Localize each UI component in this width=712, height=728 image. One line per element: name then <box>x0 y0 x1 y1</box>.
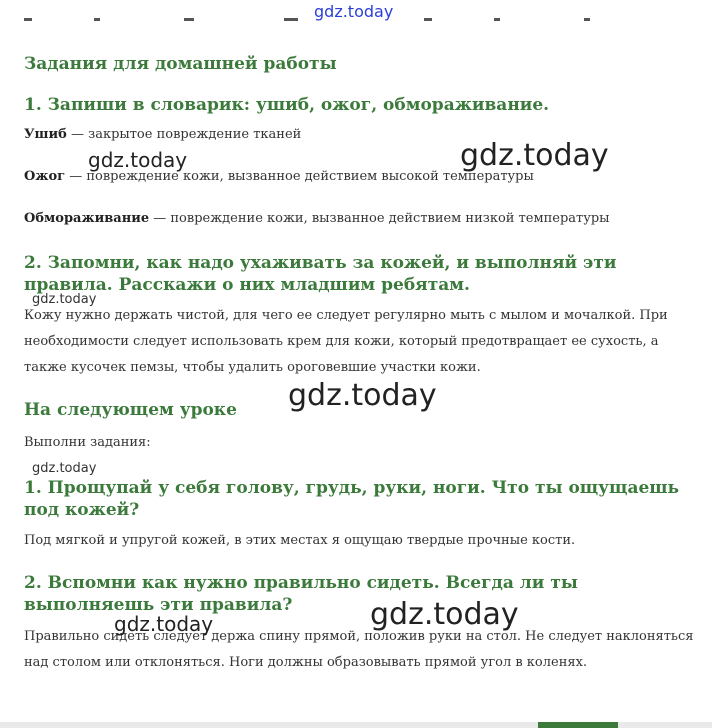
next-lesson-q1-answer: Под мягкой и упругой кожей, в этих местах я ощущаю твердые прочные кости. <box>24 533 576 548</box>
next-lesson-q2-answer: Правильно сидеть следует держа спину прямой, положив руки на стол. Не следует наклоняться над столом или отклоняться. Ноги должны образовывать прямой угол в коленях. <box>24 629 694 670</box>
watermark: gdz.today <box>370 597 519 632</box>
watermark: gdz.today <box>32 461 97 476</box>
watermark: gdz.today <box>288 378 437 413</box>
definition-text: — закрытое повреждение тканей <box>66 127 302 142</box>
watermark: gdz.today <box>32 292 97 307</box>
watermark: gdz.today <box>460 138 609 173</box>
bottom-bar-accent <box>538 722 618 728</box>
definition-term: Обмораживание <box>24 211 150 226</box>
homework-heading: Задания для домашней работы <box>24 54 337 74</box>
homework-q2-title: 2. Запомни, как надо ухаживать за кожей, и выполняй эти правила. Расскажи о них младшим ребятам. <box>24 253 617 295</box>
homework-q1-title: 1. Запиши в словарик: ушиб, ожог, обмораживание. <box>24 95 550 115</box>
definition-text: — повреждение кожи, вызванное действием низкой температуры <box>149 211 610 226</box>
watermark-top: gdz.today <box>314 2 394 21</box>
next-lesson-intro: Выполни задания: <box>24 435 151 450</box>
next-lesson-q1-title: 1. Прощупай у себя голову, грудь, руки, ноги. Что ты ощущаешь под кожей? <box>24 478 680 520</box>
definition-term: Ожог <box>24 169 66 184</box>
watermark: gdz.today <box>114 612 214 636</box>
watermark: gdz.today <box>88 148 188 172</box>
homework-q2-answer: Кожу нужно держать чистой, для чего ее следует регулярно мыть с мылом и мочалкой. При необходимости следует использовать крем для кожи, который предотвращает ее сухость, а также кусочек пемзы, чтобы удалить ороговевшие участки кожи. <box>24 308 668 375</box>
bottom-bar <box>0 722 712 728</box>
definition-text: — повреждение кожи, вызванное действием высокой температуры <box>65 169 534 184</box>
definition-term: Ушиб <box>24 127 67 142</box>
next-lesson-heading: На следующем уроке <box>24 400 237 420</box>
definition-item <box>24 206 694 232</box>
next-lesson-q2-title: 2. Вспомни как нужно правильно сидеть. Всегда ли ты выполняешь эти правила? <box>24 573 578 615</box>
